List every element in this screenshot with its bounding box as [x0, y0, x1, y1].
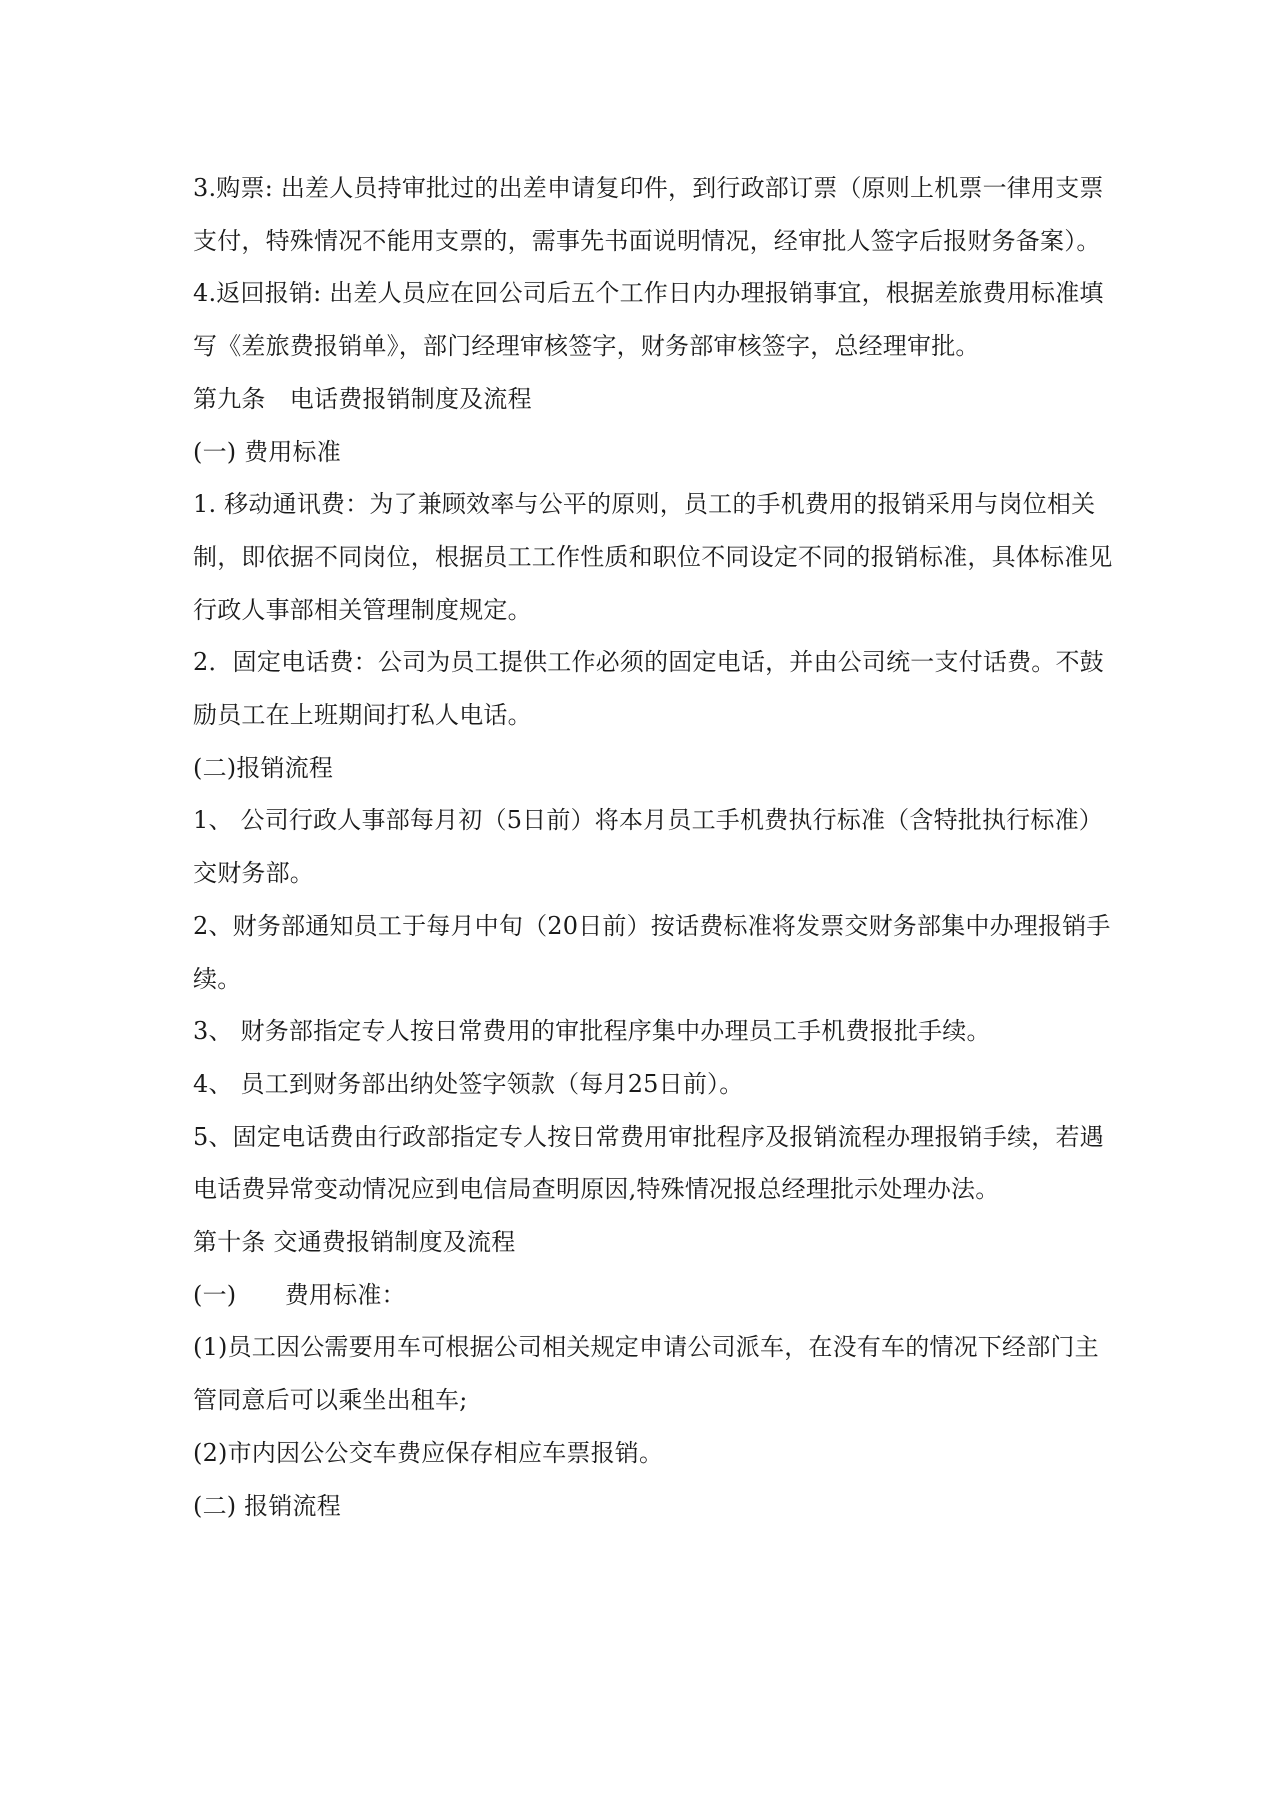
- paragraph-landline-fee: 2．固定电话费：公司为员工提供工作必须的固定电话，并由公司统一支付话费。不鼓励员工在上班期间打私人电话。: [193, 648, 1104, 730]
- section-reimbursement-process: (二)报销流程: [193, 753, 334, 782]
- paragraph-mobile-fee: 1. 移动通讯费：为了兼顾效率与公平的原则，员工的手机费用的报销采用与岗位相关制，即依据不同岗位，根据员工工作性质和职位不同设定不同的报销标准，具体标准见行政人事部相关管理制度规定。: [193, 490, 1113, 624]
- article-nine-heading: 第九条 电话费报销制度及流程: [193, 384, 532, 413]
- process-step-2: 2、财务部通知员工于每月中旬（20日前）按话费标准将发票交财务部集中办理报销手续。: [193, 911, 1111, 993]
- paragraph-return-reimbursement: 4.返回报销: 出差人员应在回公司后五个工作日内办理报销事宜，根据差旅费用标准填写《差旅费报销单》，部门经理审核签字，财务部审核签字，总经理审批。: [193, 279, 1104, 361]
- transport-rule-2: (2)市内因公公交车费应保存相应车票报销。: [193, 1438, 664, 1467]
- section-transport-process: (二) 报销流程: [193, 1491, 341, 1520]
- section-expense-standard: (一) 费用标准: [193, 437, 341, 466]
- paragraph-purchase-tickets: 3.购票: 出差人员持审批过的出差申请复印件，到行政部订票（原则上机票一律用支票支付，特殊情况不能用支票的，需事先书面说明情况，经审批人签字后报财务备案）。: [193, 174, 1104, 255]
- article-ten-heading: 第十条 交通费报销制度及流程: [193, 1228, 516, 1257]
- process-step-4: 4、 员工到财务部出纳处签字领款（每月25日前）。: [193, 1069, 744, 1098]
- section-transport-standard: (一) 费用标准：: [193, 1280, 406, 1309]
- document-body: [193, 162, 1113, 1532]
- transport-rule-1: (1)员工因公需要用车可根据公司相关规定申请公司派车，在没有车的情况下经部门主管同意后可以乘坐出租车;: [193, 1333, 1099, 1415]
- process-step-3: 3、 财务部指定专人按日常费用的审批程序集中办理员工手机费报批手续。: [193, 1017, 991, 1046]
- process-step-5: 5、固定电话费由行政部指定专人按日常费用审批程序及报销流程办理报销手续，若遇电话费异常变动情况应到电信局查明原因,特殊情况报总经理批示处理办法。: [193, 1122, 1104, 1204]
- process-step-1: 1、 公司行政人事部每月初（5日前）将本月员工手机费执行标准（含特批执行标准）交财务部。: [193, 806, 1103, 888]
